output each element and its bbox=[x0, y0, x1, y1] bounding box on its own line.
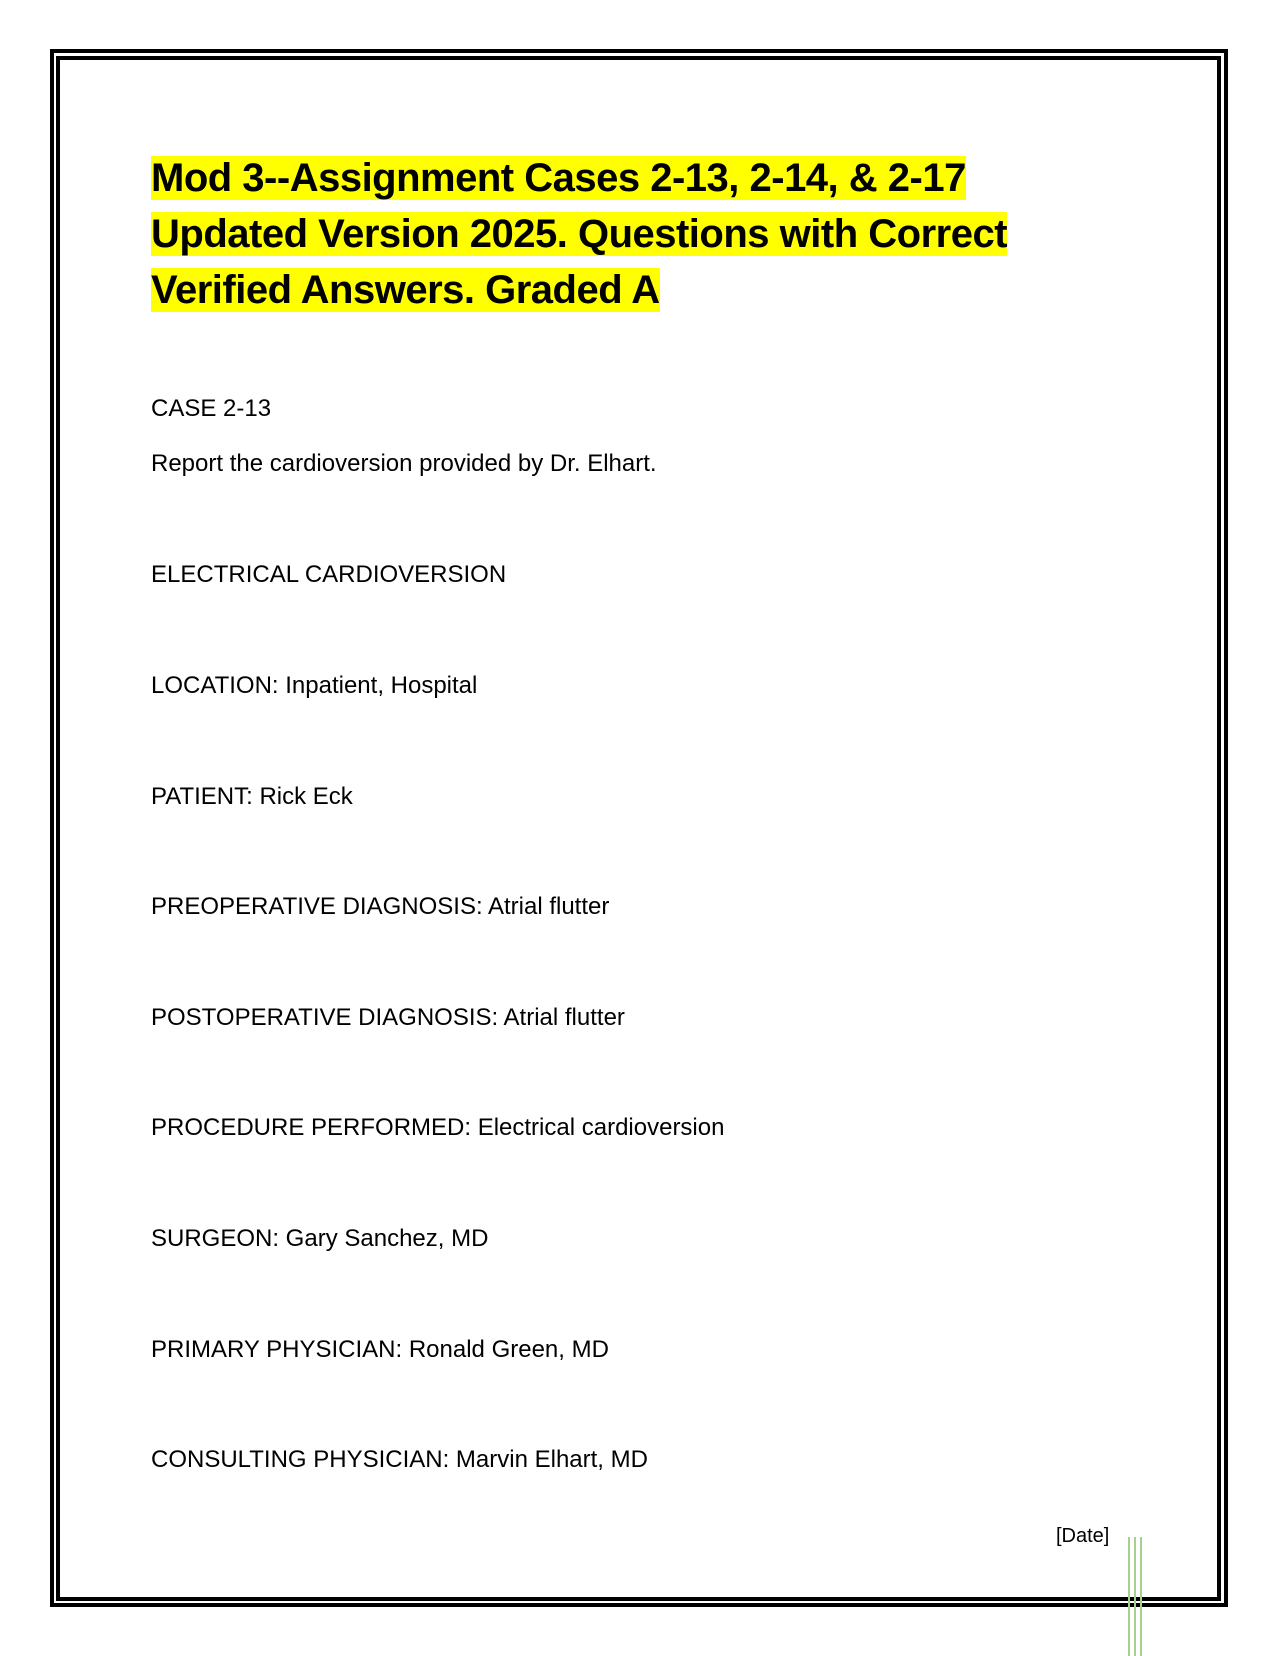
title-line-1: Mod 3--Assignment Cases 2-13, 2-14, & 2-17 bbox=[151, 156, 966, 200]
location-line: LOCATION: Inpatient, Hospital bbox=[151, 672, 478, 699]
surgeon-line: SURGEON: Gary Sanchez, MD bbox=[151, 1225, 489, 1252]
deco-line-1 bbox=[1128, 1537, 1130, 1656]
procedure-performed-line: PROCEDURE PERFORMED: Electrical cardioversion bbox=[151, 1114, 725, 1141]
postop-diagnosis-line: POSTOPERATIVE DIAGNOSIS: Atrial flutter bbox=[151, 1004, 625, 1031]
title-block bbox=[151, 150, 1101, 318]
instruction-text: Report the cardioversion provided by Dr. Elhart. bbox=[151, 450, 657, 477]
procedure-heading: ELECTRICAL CARDIOVERSION bbox=[151, 561, 507, 588]
decorative-vertical-lines bbox=[1128, 1537, 1144, 1656]
preop-diagnosis-line: PREOPERATIVE DIAGNOSIS: Atrial flutter bbox=[151, 893, 610, 920]
primary-physician-line: PRIMARY PHYSICIAN: Ronald Green, MD bbox=[151, 1336, 609, 1363]
date-placeholder: [Date] bbox=[1056, 1525, 1110, 1547]
deco-line-2 bbox=[1134, 1537, 1136, 1656]
consulting-physician-line: CONSULTING PHYSICIAN: Marvin Elhart, MD bbox=[151, 1446, 648, 1473]
deco-line-3 bbox=[1140, 1537, 1142, 1656]
case-heading: CASE 2-13 bbox=[151, 395, 272, 422]
title-line-2: Updated Version 2025. Questions with Correct bbox=[151, 212, 1008, 256]
title-line-3: Verified Answers. Graded A bbox=[151, 268, 660, 312]
patient-line: PATIENT: Rick Eck bbox=[151, 783, 353, 810]
document-title bbox=[151, 150, 1101, 318]
